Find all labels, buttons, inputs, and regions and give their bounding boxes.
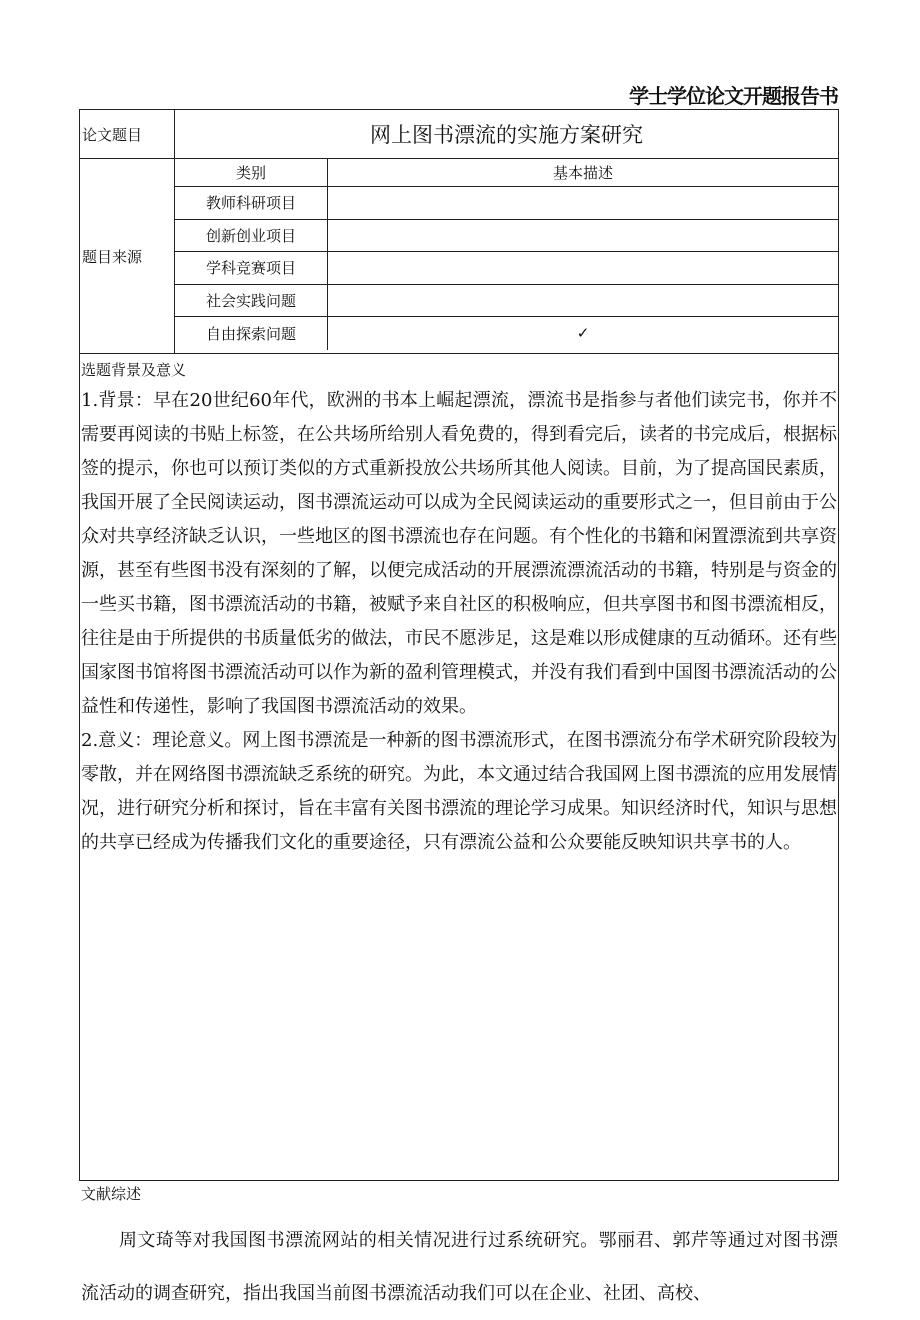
document-header-title: 学士学位论文开题报告书 (629, 84, 838, 108)
thesis-title-value: 网上图书漂流的实施方案研究 (370, 123, 643, 147)
thesis-title-row (80, 110, 838, 159)
source-category: 自由探索问题 (175, 317, 328, 350)
checkmark-icon: ✓ (576, 324, 590, 343)
topic-source-row (80, 159, 838, 354)
thesis-title-label: 论文题目 (80, 110, 175, 158)
background-paragraph: 1.背景：早在20世纪60年代，欧洲的书本上崛起漂流，漂流书是指参与者他们读完书，你并不需要再阅读的书贴上标签，在公共场所给别人看免费的，得到看完后，读者的书完成后，根据标签的提示，你也可以预订类似的方式重新投放公共场所其他人阅读。目前，为了提高国民素质，我国开展了全民阅读运动，图书漂流运动可以成为全民阅读运动的重要形式之一，但目前由于公众对共享经济缺乏认识，一些地区的图书漂流也存在问题。有个性化的书籍和闲置漂流到共享资源，甚至有些图书没有深刻的了解，以便完成活动的开展漂流漂流活动的书籍，特别是与资金的一些买书籍，图书漂流活动的书籍，被赋予来自社区的积极响应，但共享图书和图书漂流相反，往往是由于所提供的书质量低劣的做法，市民不愿涉足，这是难以形成健康的互动循环。还有些国家图书馆将图书漂流活动可以作为新的盈利管理模式，并没有我们看到中国图书漂流活动的公益性和传递性，影响了我国图书漂流活动的效果。 (81, 390, 837, 717)
source-description (328, 187, 838, 219)
background-label: 选题背景及意义 (81, 361, 187, 379)
literature-review-label: 文献综述 (81, 1185, 142, 1203)
category-column-header: 类别 (175, 159, 328, 186)
source-row-competition (175, 252, 838, 285)
source-row-free-exploration (175, 317, 838, 350)
source-row-social-practice (175, 285, 838, 318)
source-category: 社会实践问题 (175, 285, 328, 317)
source-description (328, 252, 838, 284)
source-row-teacher-research (175, 187, 838, 220)
source-header-row (175, 159, 838, 187)
proposal-form-table (79, 109, 839, 1181)
source-category: 教师科研项目 (175, 187, 328, 219)
description-column-header: 基本描述 (552, 164, 613, 182)
background-section (80, 354, 838, 1180)
significance-paragraph: 2.意义：理论意义。网上图书漂流是一种新的图书漂流形式，在图书漂流分布学术研究阶段较为零散，并在网络图书漂流缺乏系统的研究。为此，本文通过结合我国网上图书漂流的应用发展情况，进行研究分析和探讨，旨在丰富有关图书漂流的理论学习成果。知识经济时代，知识与思想的共享已经成为传播我们文化的重要途径，只有漂流公益和公众要能反映知识共享书的人。 (81, 730, 837, 853)
source-category: 学科竞赛项目 (175, 252, 328, 284)
source-row-innovation (175, 220, 838, 253)
source-category: 创新创业项目 (175, 220, 328, 252)
source-description (328, 285, 838, 317)
literature-review-text: 周文琦等对我国图书漂流网站的相关情况进行过系统研究。鄂丽君、郭芹等通过对图书漂流活动的调查研究，指出我国当前图书漂流活动我们可以在企业、社团、高校、 (81, 1230, 838, 1304)
topic-source-label: 题目来源 (80, 159, 175, 353)
source-description (328, 220, 838, 252)
topic-source-table (175, 159, 838, 353)
